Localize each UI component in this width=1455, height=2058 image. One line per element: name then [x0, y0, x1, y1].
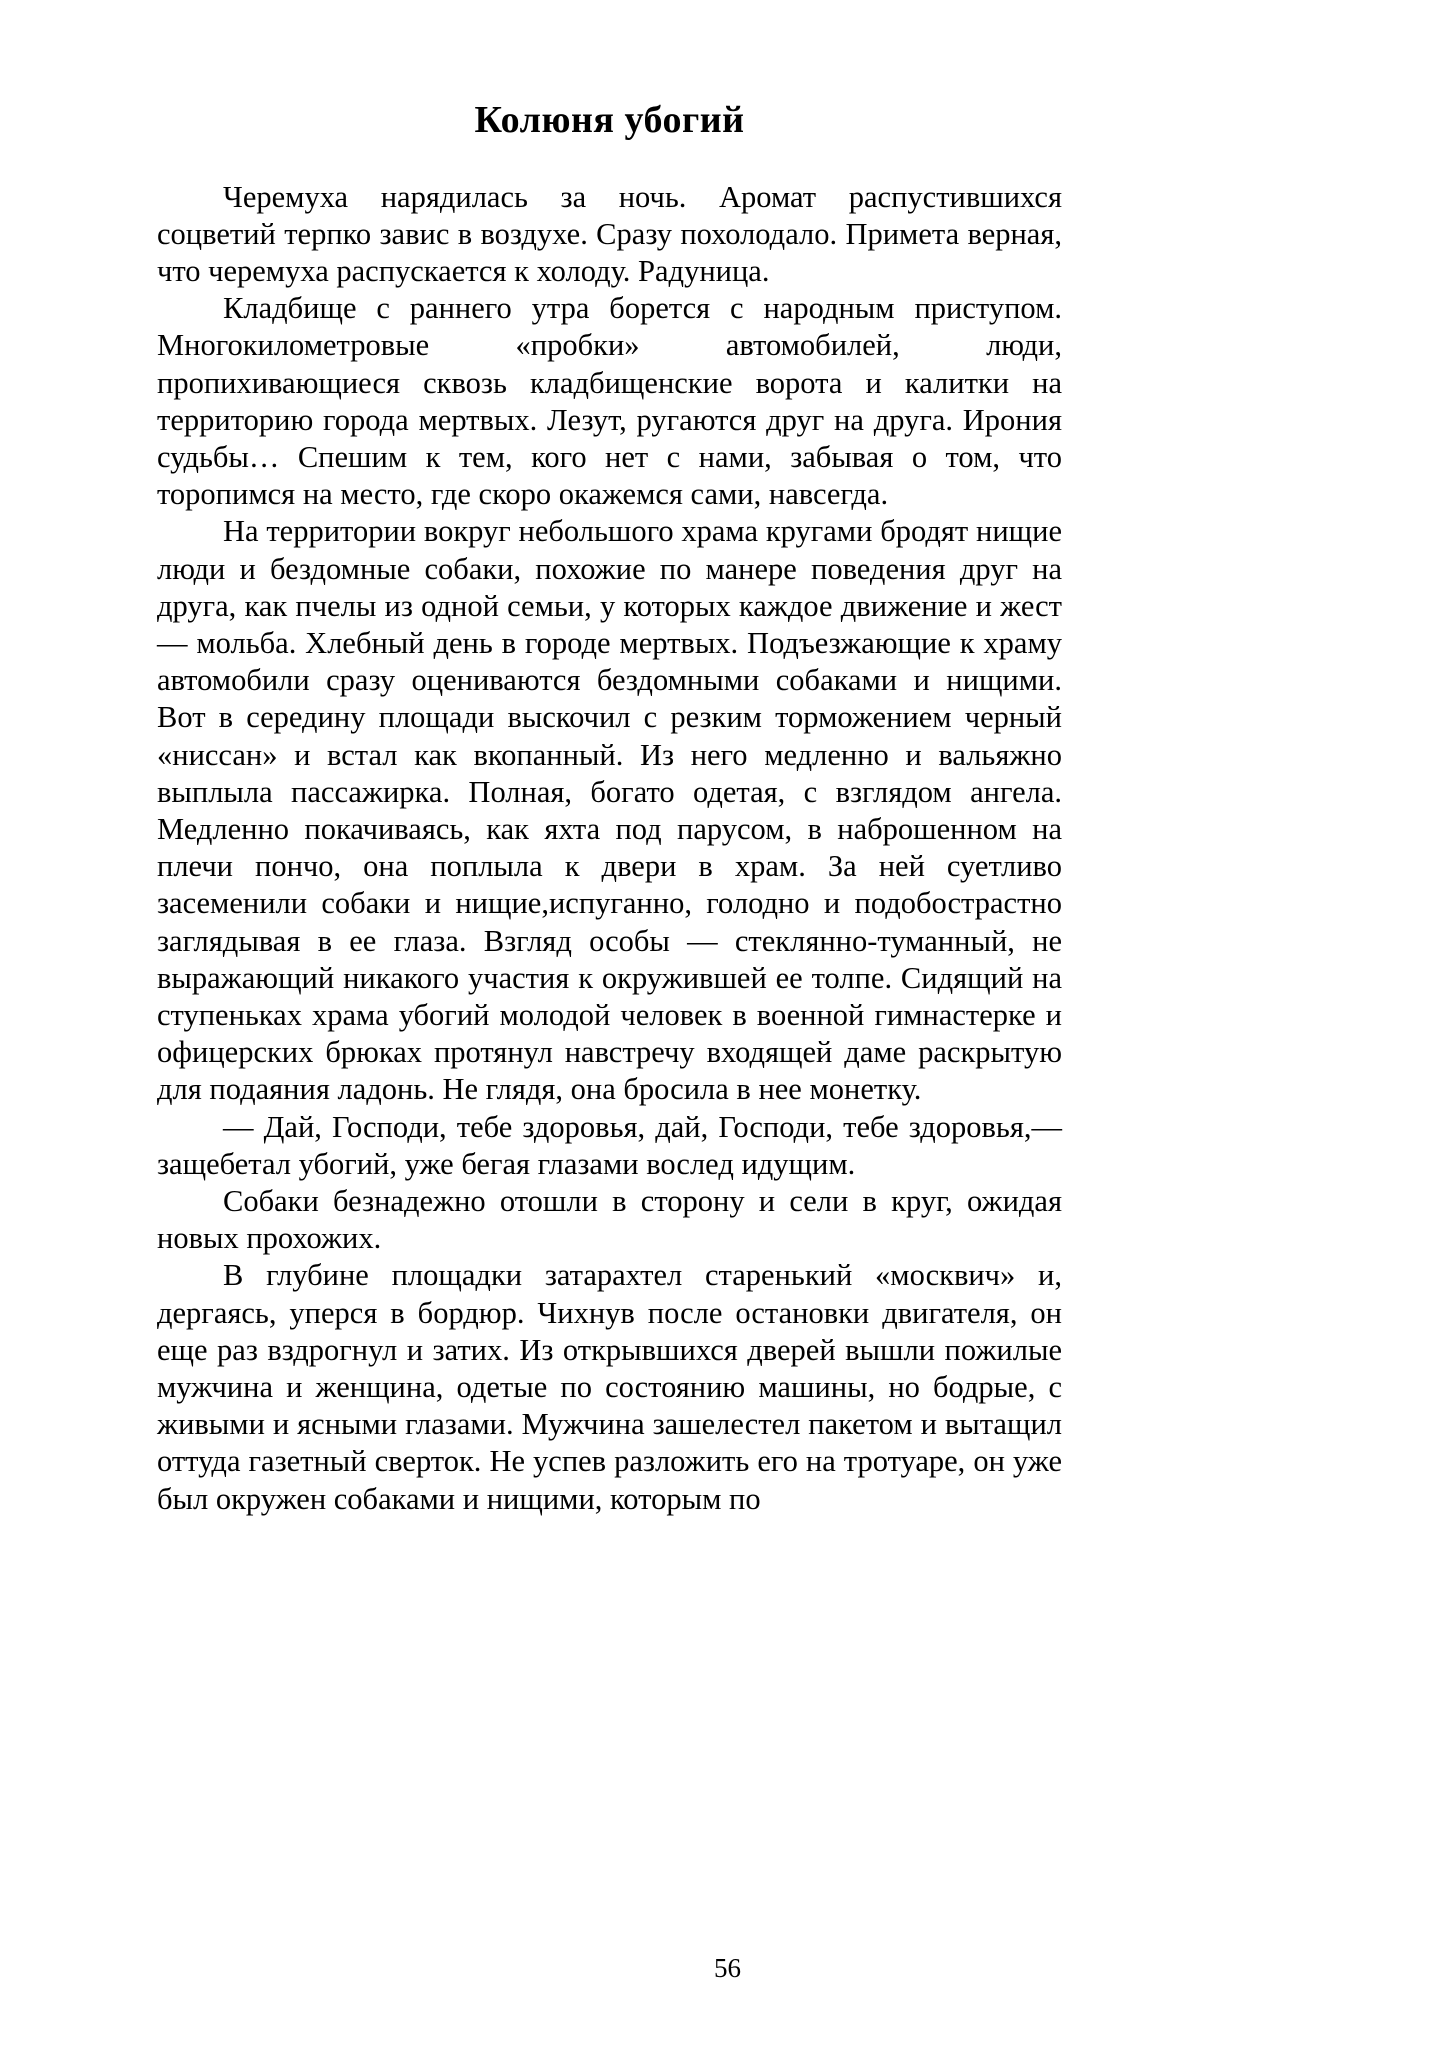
- paragraph-2: Кладбище с раннего утра борется с народным приступом. Многокилометровые «пробки» автомобилей, люди, пропихивающиеся сквозь кладбищенские ворота и калитки на территорию города мертвых. Лезут, ругаются друг на друга. Ирония судьбы… Спешим к тем, кого нет с нами, забывая о том, что торопимся на место, где скоро окажемся сами, навсегда.: [157, 291, 1062, 512]
- page-title: Колюня убогий: [474, 99, 745, 141]
- paragraph-5: Собаки безнадежно отошли в сторону и сели в круг, ожидая новых прохожих.: [157, 1183, 1062, 1256]
- paragraph-6: В глубине площадки затарахтел старенький «москвич» и, дергаясь, уперся в бордюр. Чихнув после остановки двигателя, он еще раз вздрогнул и затих. Из открывшихся дверей вышли пожилые мужчина и женщина, одетые по состоянию машины, но бодрые, с живыми и ясными глазами. Мужчина зашелестел пакетом и вытащил оттуда газетный сверток. Не успев разложить его на тротуаре, он уже был окружен собаками и нищими, которым по: [157, 1258, 1062, 1516]
- paragraph-4-dialogue: — Дай, Господи, тебе здоровья, дай, Господи, тебе здоровья,— защебетал убогий, уже бегая глазами вослед идущим.: [157, 1109, 1062, 1181]
- page-number: 56: [714, 1953, 741, 1983]
- paragraph-1: Черемуха нарядилась за ночь. Аромат распустившихся соцветий терпко завис в воздухе. Сразу похолодало. Примета верная, что черемуха распускается к холоду. Радуница.: [157, 179, 1062, 288]
- body-text: [157, 179, 1062, 1518]
- paragraph-3: На территории вокруг небольшого храма кругами бродят нищие люди и бездомные собаки, похожие по манере поведения друг на друга, как пчелы из одной семьи, у которых каждое движение и жест — мольба. Хлебный день в городе мертвых. Подъезжающие к храму автомобили сразу оцениваются бездомными собаками и нищими. Вот в середину площади выскочил с резким торможением черный «ниссан» и встал как вкопанный. Из него медленно и вальяжно выплыла пассажирка. Полная, богато одетая, с взглядом ангела. Медленно покачиваясь, как яхта под парусом, в наброшенном на плечи пончо, она поплыла к двери в храм. За ней суетливо засеменили собаки и нищие,испуганно, голодно и подобострастно заглядывая в ее глаза. Взгляд особы — стеклянно-туманный, не выражающий никакого участия к окружившей ее толпе. Сидящий на ступеньках храма убогий молодой человек в военной гимнастерке и офицерских брюках протянул навстречу входящей даме раскрытую для подаяния ладонь. Не глядя, она бросила в нее монетку.: [157, 514, 1062, 1107]
- page-content: [157, 97, 1062, 1518]
